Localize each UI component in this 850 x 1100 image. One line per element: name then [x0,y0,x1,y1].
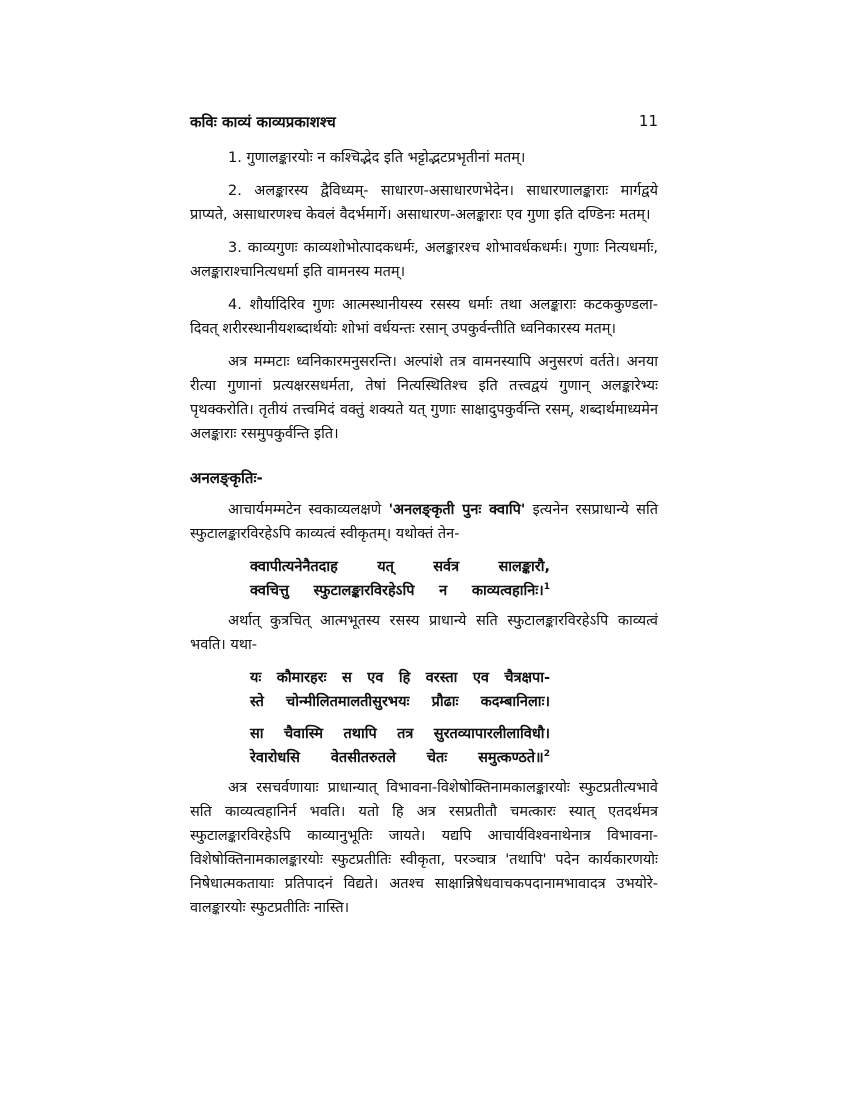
point-3-paragraph: 3. काव्यगुणः काव्यशोभोत्पादकधर्मः, अलङ्कारश्च शोभावर्धकधर्मः। गुणाः नित्यधर्माः, अलङ्काराश्चानित्यधर्मा इति वामनस्य मतम्। [190,240,658,280]
page-body [190,146,658,929]
point-4-paragraph: 4. शौर्यादिरिव गुणः आत्मस्थानीयस्य रसस्य धर्माः तथा अलङ्काराः कटककुण्डला-दिवत् शरीरस्थानीयशब्दार्थयोः शोभां वर्धयन्तः रसान् उपकुर्वन्तीति ध्वनिकारस्य मतम्। [190,297,658,337]
intro-quote: 'अनलङ्कृती पुनः क्वापि' [388,502,526,518]
intro-text-before: आचार्यमम्मटेन स्वकाव्यलक्षणे [228,502,389,518]
intro-text-after: इत्यनेन रसप्राधान्ये सति स्फुटालङ्कारविरहेऽपि काव्यत्वं स्वीकृतम्। यथोक्तं तेन- [190,502,659,542]
verse-2-line-2: स्ते चोन्मीलितमालतीसुरभयः प्रौढाः कदम्बानिलाः। [250,694,550,710]
footnote-marker-2: 2 [543,749,550,760]
intro-paragraph [190,498,658,546]
verse-gap [250,714,550,722]
section-heading: अनलङ्कृतिः- [190,469,263,487]
page-header [190,112,658,136]
verse-1-line-2-text: क्वचित्तु स्फुटालङ्कारविरहेऽपि न काव्यत्वहानिः। [250,583,544,599]
verse-1-line-1: क्वापीत्यनेनैतदाह यत् सर्वत्र सालङ्कारौ, [250,559,550,575]
footnote-marker-1: 1 [543,582,550,593]
summary-paragraph: अत्र मम्मटाः ध्वनिकारमनुसरन्ति। अल्पांशे तत्र वामनस्यापि अनुसरणं वर्तते। अनया रीत्या गुणानां प्रत्यक्षरसधर्मता, तेषां नित्यस्थितिश्च इति तत्त्वद्वयं गुणान् अलङ्कारेभ्यः पृथक्करोति। तृतीयं तत्त्वमिदं वक्तुं शक्यते यत् गुणाः साक्षादुपकुर्वन्ति रसम्, शब्दार्थमाध्यमेन अलङ्काराः रसमुपकुर्वन्ति इति। [190,354,658,442]
point-2-paragraph: 2. अलङ्कारस्य द्वैविध्यम्- साधारण-असाधारणभेदेन। साधारणालङ्काराः मार्गद्वये प्राप्यते, असाधारणश्च केवलं वैदर्भमार्गे। असाधारण-अलङ्काराः एव गुणा इति दण्डिनः मतम्। [190,183,658,223]
middle-paragraph: अर्थात् कुत्रचित् आत्मभूतस्य रसस्य प्राधान्ये सति स्फुटालङ्कारविरहेऽपि काव्यत्वं भवति। यथा- [190,613,658,653]
page-number: 11 [638,112,658,130]
closing-paragraph: अत्र रसचर्वणायाः प्राधान्यात् विभावना-विशेषोक्तिनामकालङ्कारयोः स्फुटप्रतीत्यभावे सति काव्यत्वहानिर्न भवति। यतो हि अत्र रसप्रतीतौ चमत्कारः स्यात् एतदर्थमत्र स्फुटालङ्कारविरहेऽपि काव्यानुभूतिः जायते। यद्यपि आचार्यविश्वनाथेनात्र विभावना-विशेषोक्तिनामकालङ्कारयोः स्फुटप्रतीतिः स्वीकृता, परञ्चात्र 'तथापि' पदेन कार्यकारणयोः निषेधात्मकतायाः प्रतिपादनं विद्यते। अतश्च साक्षान्निषेधवाचकपदानामभावादत्र उभयोरे-वालङ्कारयोः स्फुटप्रतीतिः नास्ति। [190,780,658,916]
point-1-paragraph: 1. गुणालङ्कारयोः न कश्चिद्भेद इति भट्टोद्भटप्रभृतीनां मतम्। [228,150,526,166]
verse-2-line-4-text: रेवारोधसि वेतसीतरुतले चेतः समुत्कण्ठते॥ [250,750,544,766]
verse-block-1 [250,555,550,603]
running-title: कविः काव्यं काव्यप्रकाशश्च [190,113,336,131]
verse-block-2 [250,666,550,770]
verse-2-line-4 [250,746,550,770]
verse-2-line-1: यः कौमारहरः स एव हि वरस्ता एव चैत्रक्षपा- [250,670,550,686]
verse-2-line-3: सा चैवास्मि तथापि तत्र सुरतव्यापारलीलाविधौ। [250,726,550,742]
verse-1-line-2 [250,579,550,603]
